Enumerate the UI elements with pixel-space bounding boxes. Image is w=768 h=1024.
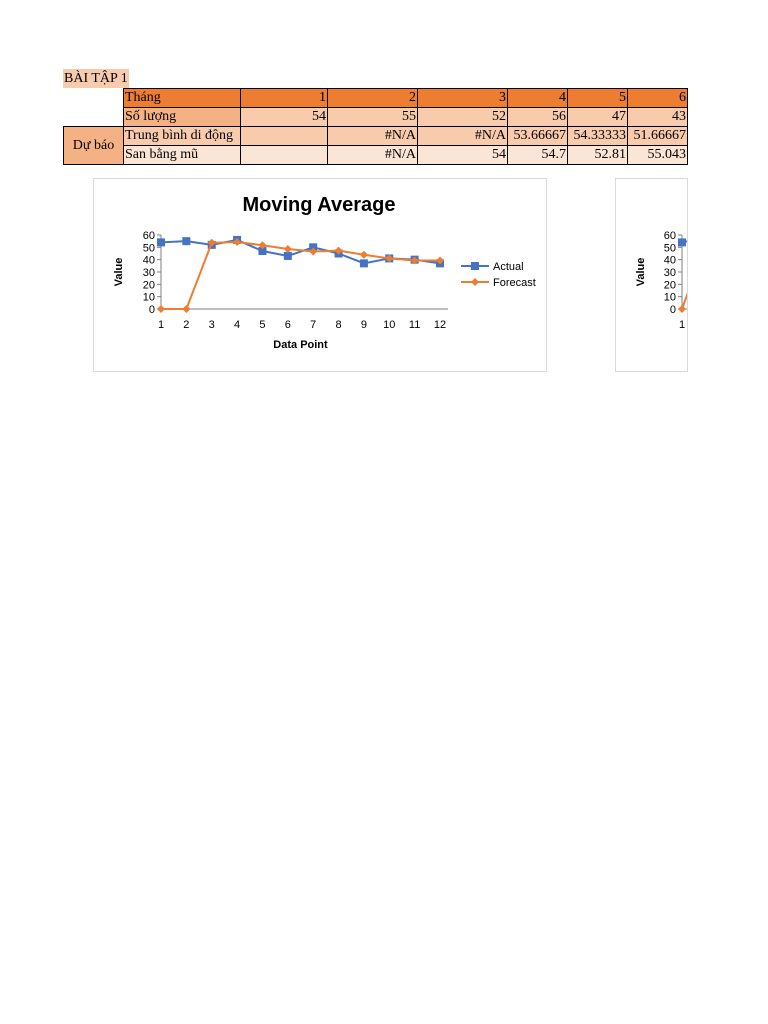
y-tick-label: 10 <box>142 291 155 304</box>
x-tick-label: 1 <box>678 319 686 331</box>
cell[interactable]: #N/A <box>328 146 418 165</box>
data-point <box>182 237 190 245</box>
y-tick-label: 40 <box>142 254 155 267</box>
cell[interactable]: 54 <box>418 146 508 165</box>
data-point <box>284 252 292 260</box>
cell[interactable]: 4 <box>508 89 568 108</box>
empty-cell <box>64 108 124 127</box>
cell[interactable]: 53.66667 <box>508 127 568 146</box>
cell[interactable]: 43 <box>628 108 688 127</box>
cell[interactable]: 5 <box>568 89 628 108</box>
legend-label: Actual <box>493 261 524 273</box>
x-tick-label: 2 <box>183 319 190 331</box>
y-tick-label: 0 <box>669 304 676 316</box>
forecast-table <box>63 88 688 165</box>
data-point <box>284 245 292 253</box>
table-row <box>64 108 688 127</box>
series-line <box>682 287 688 309</box>
data-point <box>182 305 190 313</box>
cell[interactable]: 54.7 <box>508 146 568 165</box>
cell[interactable]: 52 <box>418 108 508 127</box>
data-point <box>471 262 479 270</box>
cell[interactable]: 47 <box>568 108 628 127</box>
y-tick-label: 10 <box>663 291 676 304</box>
exponential-smoothing-chart[interactable] <box>615 178 688 372</box>
data-point <box>157 305 165 313</box>
y-tick-label: 60 <box>142 230 155 242</box>
x-axis-title: Data Point <box>273 339 328 351</box>
row-label-trung-binh[interactable]: Trung bình di động <box>124 127 241 146</box>
data-point <box>471 278 479 286</box>
cell[interactable]: 55.043 <box>628 146 688 165</box>
x-tick-label: 12 <box>433 319 447 331</box>
y-tick-label: 30 <box>663 267 676 279</box>
cell[interactable]: 2 <box>328 89 418 108</box>
cell[interactable]: 52.81 <box>568 146 628 165</box>
x-tick-label: 6 <box>284 319 291 331</box>
x-tick-label: 11 <box>408 319 421 331</box>
cell[interactable]: 51.66667 <box>628 127 688 146</box>
y-tick-label: 20 <box>142 279 155 292</box>
group-label-du-bao[interactable]: Dự báo <box>64 127 124 165</box>
y-tick-label: 50 <box>142 242 155 255</box>
row-label-thang[interactable]: Tháng <box>124 89 241 108</box>
cell[interactable]: #N/A <box>418 127 508 146</box>
x-tick-label: 9 <box>360 319 367 331</box>
y-axis-title: Value <box>635 257 647 287</box>
y-axis-title: Value <box>113 257 125 287</box>
series-forecast <box>157 238 444 313</box>
table-row <box>64 127 688 146</box>
x-tick-label: 1 <box>157 319 165 331</box>
cell[interactable]: 55 <box>328 108 418 127</box>
x-tick-label: 4 <box>234 319 241 331</box>
cell[interactable]: 1 <box>241 89 328 108</box>
x-tick-label: 8 <box>335 319 342 331</box>
series-actual <box>157 236 444 267</box>
y-tick-label: 60 <box>663 230 676 242</box>
chart-canvas <box>94 179 546 371</box>
table-row <box>64 89 688 108</box>
sheet-title[interactable]: BÀI TẬP 1 <box>64 71 128 86</box>
empty-cell <box>64 89 124 108</box>
cell[interactable]: 3 <box>418 89 508 108</box>
row-label-san-bang-mu[interactable]: San bằng mũ <box>124 146 241 165</box>
chart-title: Moving Average <box>242 194 396 216</box>
cell[interactable]: 6 <box>628 89 688 108</box>
cell[interactable]: 54 <box>241 108 328 127</box>
cell[interactable]: 54.33333 <box>568 127 628 146</box>
chart-legend <box>461 261 536 289</box>
row-label-so-luong[interactable]: Số lượng <box>124 108 241 127</box>
x-tick-label: 7 <box>310 319 317 331</box>
y-tick-label: 20 <box>663 279 676 292</box>
cell[interactable]: 56 <box>508 108 568 127</box>
chart-canvas <box>616 179 688 371</box>
data-point <box>157 238 165 246</box>
table-row <box>64 146 688 165</box>
cell[interactable]: #N/A <box>328 127 418 146</box>
y-tick-label: 30 <box>142 267 155 279</box>
x-tick-label: 3 <box>208 319 215 331</box>
data-point <box>360 259 368 267</box>
legend-label: Forecast <box>493 277 536 289</box>
data-point <box>360 251 368 259</box>
moving-average-chart[interactable] <box>93 178 547 372</box>
y-tick-label: 50 <box>663 242 676 255</box>
cell[interactable] <box>241 146 328 165</box>
x-tick-label: 5 <box>259 319 266 331</box>
y-tick-label: 0 <box>148 304 155 316</box>
x-tick-label: 10 <box>383 319 396 331</box>
y-tick-label: 40 <box>663 254 676 267</box>
cell[interactable] <box>241 127 328 146</box>
series-line <box>682 241 688 242</box>
